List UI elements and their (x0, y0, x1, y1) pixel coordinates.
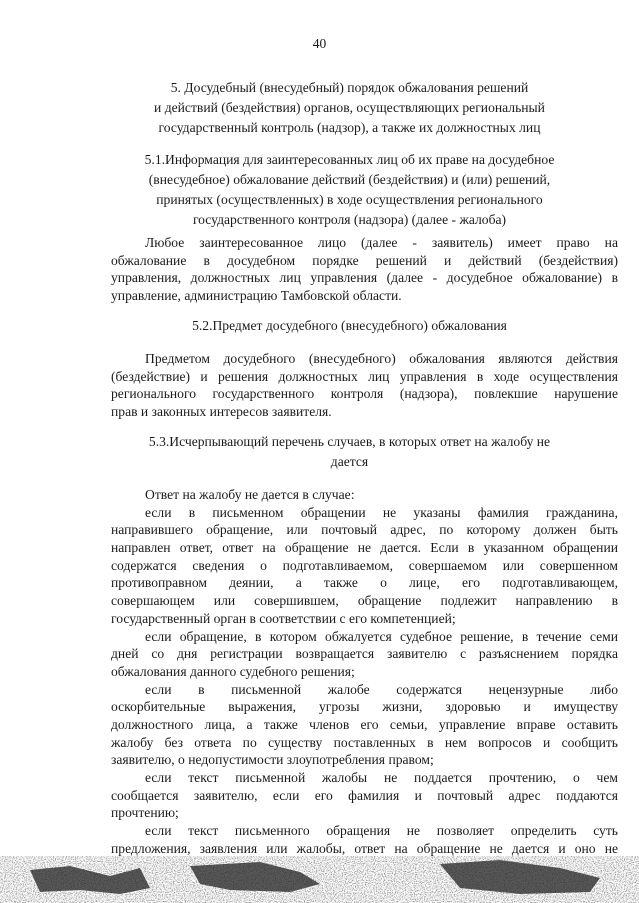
paragraph-line: Предметом досудебного (внесудебного) обжалования являются действия (145, 351, 618, 366)
paragraph-line: предложения, заявления или жалобы, ответ на обращение не дается и оно не (111, 840, 618, 856)
paragraph-line: если обращение, в котором обжалуется судебное решение, в течение семи (145, 628, 618, 644)
paragraph-line: Ответ на жалобу не дается в случае: (145, 487, 355, 502)
paragraph-line: управление, администрацию Тамбовской области. (111, 288, 402, 304)
paragraph-line: Любое заинтересованное лицо (далее - заявитель) имеет право на (145, 235, 618, 250)
paragraph-line: прав и законных интересов заявителя. (111, 404, 332, 420)
subsection-title-line: 5.3.Исчерпывающий перечень случаев, в которых ответ на жалобу не (148, 434, 551, 449)
paragraph-line: (бездействие) и решения должностных лиц управления в ходе осуществления (111, 368, 618, 384)
subsection-title-line: 5.1.Информация для заинтересованных лиц об их праве на досудебное (144, 152, 555, 167)
paragraph-line: обжалования данного судебного решения; (111, 663, 355, 679)
paragraph-line: регионального государственного контроля (надзора), повлекшие нарушение (111, 386, 618, 402)
subsection-title-line: принятых (осуществленных) в ходе осуществления регионального (156, 192, 543, 207)
paragraph-line: оскорбительные выражения, угрозы жизни, здоровью и имуществу (111, 699, 618, 715)
subsection-title-line: 5.2.Предмет досудебного (внесудебного) обжалования (192, 318, 507, 333)
paragraph-line: обжалование в досудебном порядке решений и действий (бездействия) (111, 252, 618, 268)
section-title-line: государственный контроль (надзор), а также их должностных лиц (158, 120, 541, 135)
paragraph-line: сообщается заявителю, если его фамилия и почтовый адрес поддаются (111, 787, 618, 803)
paragraph-line: государственный орган в соответствии с его компетенцией; (111, 610, 456, 626)
subsection-title-line: (внесудебное) обжалование действий (бездействия) и (или) решений, (148, 172, 551, 187)
paragraph-line: должностного лица, а также членов его семьи, управление вправе оставить (111, 716, 618, 732)
paragraph-line: управления, должностных лиц управления (далее - досудебное обжалование) в (111, 270, 618, 286)
subsection-title-5-3 (70, 432, 629, 472)
subsection-title-line: государственного контроля (надзора) (далее - жалоба) (192, 212, 507, 227)
paragraph-5-3 (111, 486, 618, 857)
subsection-title-5-1 (70, 150, 629, 230)
section-title (70, 78, 629, 138)
paragraph-line: жалобу без ответа по существу поставленных в нем вопросов и сообщить (111, 734, 618, 750)
paragraph-5-2 (111, 350, 618, 421)
page-number: 40 (312, 36, 327, 51)
paragraph-line: содержатся сведения о подготавливаемом, совершаемом или совершенном (111, 557, 618, 573)
paragraph-line: прочтению; (111, 805, 179, 821)
paragraph-5-1 (111, 234, 618, 305)
paragraph-line: если в письменном обращении не указаны фамилия гражданина, (145, 504, 618, 520)
scan-noise-strip (0, 848, 639, 903)
paragraph-line: если текст письменной жалобы не поддается прочтению, о чем (145, 770, 618, 785)
paragraph-line: направлен ответ, ответ на обращение не дается. Если в указанном обращении (111, 540, 618, 556)
paragraph-line: направившего обращение, или почтовый адрес, по которому должен быть (111, 522, 618, 538)
paragraph-line: заявителю, о недопустимости злоупотребления правом; (111, 752, 434, 768)
section-title-line: 5. Досудебный (внесудебный) порядок обжалования решений (170, 80, 529, 95)
paragraph-line: если в письменной жалобе содержатся нецензурные либо (145, 681, 618, 697)
subsection-title-line: дается (330, 454, 369, 469)
paragraph-line: противоправном деянии, а также о лице, его подготавливающем, (111, 575, 618, 591)
paragraph-line: дней со дня регистрации возвращается заявителю с разъяснением порядка (111, 646, 618, 662)
subsection-title-5-2 (70, 316, 629, 336)
section-title-line: и действий (бездействия) органов, осуществляющих региональный (154, 100, 545, 115)
paragraph-line: совершающем или совершившем, обращение подлежит направлению в (111, 593, 618, 609)
paragraph-line: если текст письменного обращения не позволяет определить суть (145, 823, 618, 839)
